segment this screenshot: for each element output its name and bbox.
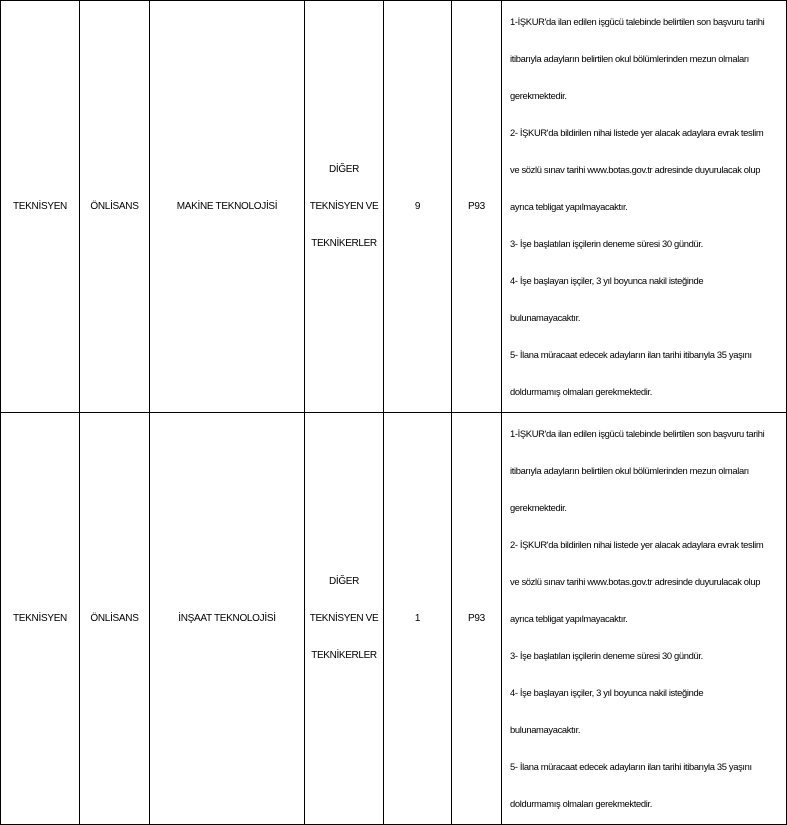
sayi-cell: 9: [384, 1, 452, 413]
meslek-line: TEKNİSYEN VE: [309, 201, 379, 212]
note-line: 5- İlana müracaat edecek adayların ilan tarihi itibarıyla 35 yaşını: [510, 761, 752, 772]
bolum-cell: İNŞAAT TEKNOLOJİSİ: [150, 413, 305, 825]
meslek-line: DİĞER: [329, 164, 359, 175]
note-line: doldurmamış olmaları gerekmektedir.: [510, 386, 652, 397]
note-line: gerekmektedir.: [510, 90, 567, 101]
note-line: ayrıca tebligat yapılmayacaktır.: [510, 613, 628, 624]
kadro-cell: TEKNİSYEN: [1, 1, 80, 413]
table-row: [1, 413, 787, 825]
note-line: 2- İŞKUR'da bildirilen nihai listede yer alacak adaylara evrak teslim: [510, 539, 764, 550]
note-line: itibarıyla adayların belirtilen okul bölümlerinden mezun olmaları: [510, 465, 749, 476]
notes-cell: [502, 413, 787, 825]
table-row: [1, 1, 787, 413]
meslek-line: TEKNİKERLER: [311, 238, 377, 249]
note-line: ve sözlü sınav tarihi www.botas.gov.tr adresinde duyurulacak olup: [510, 164, 761, 175]
note-line: 5- İlana müracaat edecek adayların ilan tarihi itibarıyla 35 yaşını: [510, 349, 752, 360]
ogrenim-cell: ÖNLİSANS: [80, 413, 150, 825]
meslek-cell: [305, 1, 384, 413]
kadro-cell: TEKNİSYEN: [1, 413, 80, 825]
note-line: gerekmektedir.: [510, 502, 567, 513]
notes-cell: [502, 1, 787, 413]
ogrenim-cell: ÖNLİSANS: [80, 1, 150, 413]
note-line: ve sözlü sınav tarihi www.botas.gov.tr adresinde duyurulacak olup: [510, 576, 761, 587]
sayi-cell: 1: [384, 413, 452, 825]
meslek-line: DİĞER: [329, 576, 359, 587]
note-line: 3- İşe başlatılan işçilerin deneme süresi 30 gündür.: [510, 238, 703, 249]
meslek-line: TEKNİKERLER: [311, 650, 377, 661]
note-line: itibarıyla adayların belirtilen okul bölümlerinden mezun olmaları: [510, 53, 749, 64]
note-line: 4- İşe başlayan işçiler, 3 yıl boyunca nakil isteğinde: [510, 275, 704, 286]
puan-cell: P93: [452, 413, 502, 825]
note-line: bulunamayacaktır.: [510, 724, 581, 735]
note-line: 4- İşe başlayan işçiler, 3 yıl boyunca nakil isteğinde: [510, 687, 704, 698]
meslek-cell: [305, 413, 384, 825]
puan-cell: P93: [452, 1, 502, 413]
note-line: 3- İşe başlatılan işçilerin deneme süresi 30 gündür.: [510, 650, 703, 661]
note-line: doldurmamış olmaları gerekmektedir.: [510, 798, 652, 809]
note-line: ayrıca tebligat yapılmayacaktır.: [510, 201, 628, 212]
note-line: 1-İŞKUR'da ilan edilen işgücü talebinde belirtilen son başvuru tarihi: [510, 428, 765, 439]
meslek-line: TEKNİSYEN VE: [309, 613, 379, 624]
note-line: 2- İŞKUR'da bildirilen nihai listede yer alacak adaylara evrak teslim: [510, 127, 764, 138]
note-line: bulunamayacaktır.: [510, 312, 581, 323]
note-line: 1-İŞKUR'da ilan edilen işgücü talebinde belirtilen son başvuru tarihi: [510, 16, 765, 27]
bolum-cell: MAKİNE TEKNOLOJİSİ: [150, 1, 305, 413]
